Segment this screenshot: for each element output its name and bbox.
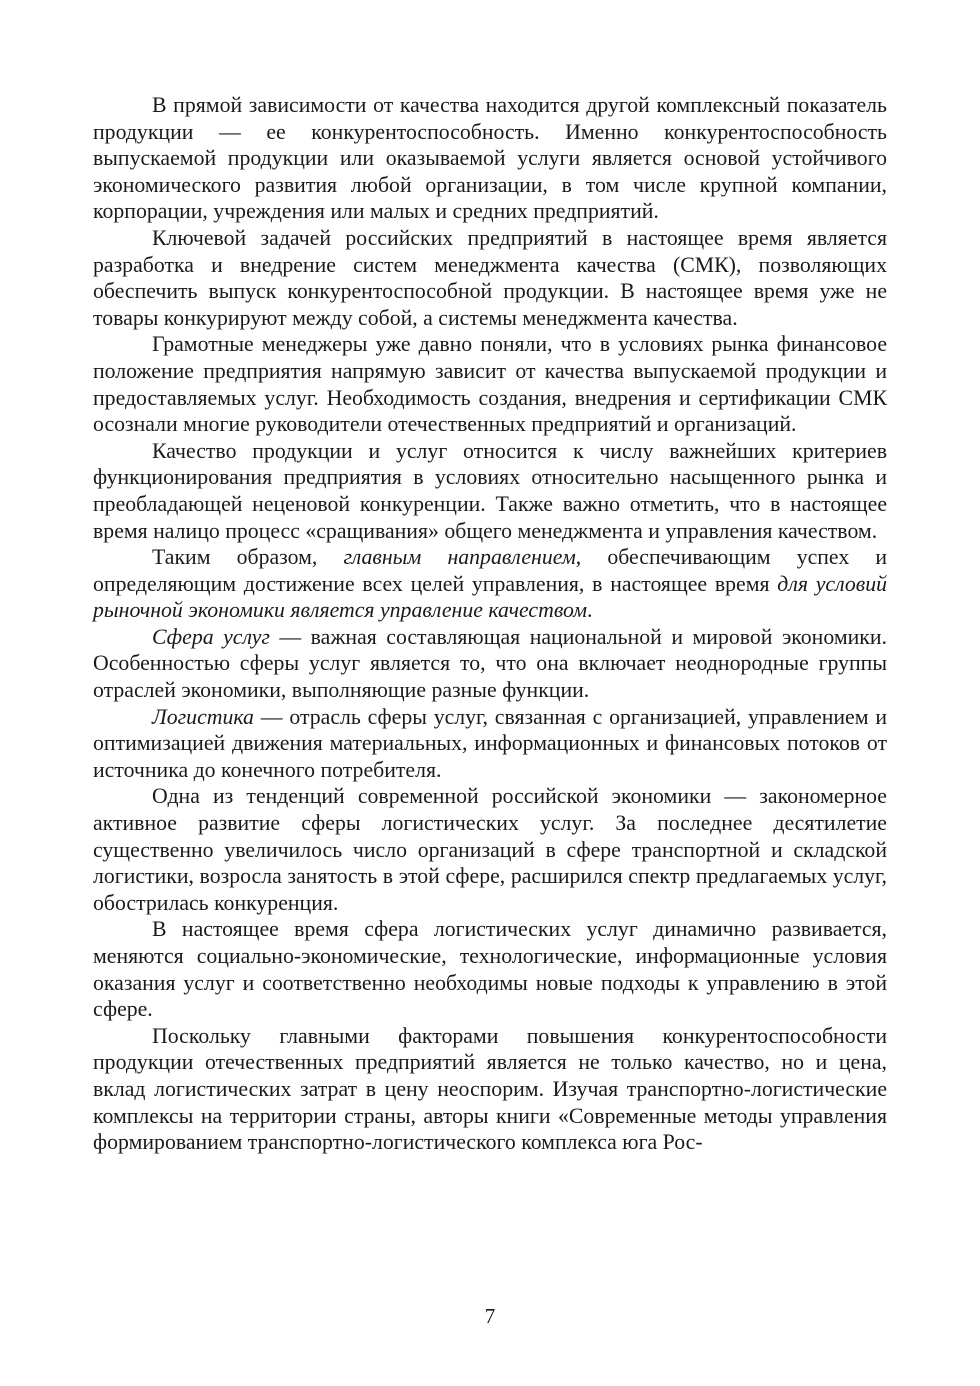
paragraph-9: В настоящее время сфера логистических услуг динамично развивается, меняются социально-экономические, технологические, информационные условия оказания услуг и соответственно необходимы новые подходы к управлению в этой сфере.: [93, 917, 887, 1022]
paragraph-1: В прямой зависимости от качества находится другой комплексный показатель продукции — ее конкурентоспособность. Именно конкурентоспособность выпускаемой продукции или оказываемой услуги является основой устойчивого экономического развития любой организации, в том числе крупной компании, корпорации, учреждения или малых и средних предприятий.: [93, 93, 887, 224]
italic-term-logistics: Логистика: [152, 704, 254, 729]
paragraph-5: Таким образом, главным направлением, обеспечивающим успех и определяющим достижение всех целей управления, в настоящее время для условий рыночной экономики является управление качеством.: [93, 545, 887, 623]
paragraph-8: Одна из тенденций современной российской экономики — закономерное активное развитие сферы логистических услуг. За последнее десятилетие существенно увеличилось число организаций в сфере транспортной и складской логистики, возросла занятость в этой сфере, расширился спектр предлагаемых услуг, обострилась конкуренция.: [93, 784, 887, 915]
paragraph-3: Грамотные менеджеры уже давно поняли, что в условиях рынка финансовое положение предприятия напрямую зависит от качества выпускаемой продукции и предоставляемых услуг. Необходимость создания, внедрения и сертификации СМК осознали многие руководители отечественных предприятий и организаций.: [93, 332, 887, 437]
italic-phrase-quality-management: для условий рыночной экономики является управление качеством: [93, 571, 887, 623]
italic-term-main-direction: главным направлением: [343, 545, 576, 570]
paragraph-7: Логистика — отрасль сферы услуг, связанная с организацией, управлением и оптимизацией движения материальных, информационных и финансовых потоков от источника до конечного потребителя.: [93, 704, 887, 782]
page-number: 7: [484, 1304, 496, 1328]
paragraph-4: Качество продукции и услуг относится к числу важнейших критериев функционирования предприятия в условиях относительно насыщенного рынка и преобладающей неценовой конкуренции. Также важно отметить, что в настоящее время налицо процесс «сращивания» общего менеджмента и управления качеством.: [93, 438, 887, 543]
page-body: [93, 92, 887, 1156]
paragraph-10: Поскольку главными факторами повышения конкурентоспособности продукции отечественных предприятий является не только качество, но и цена, вклад логистических затрат в цену неоспорим. Изучая транспортно-логистические комплексы на территории страны, авторы книги «Современные методы управления формированием транспортно-логистического комплекса юга Рос-: [93, 1023, 887, 1155]
paragraph-6: Сфера услуг — важная составляющая национальной и мировой экономики. Особенностью сферы услуг является то, что она включает неоднородные группы отраслей экономики, выполняющие разные функции.: [93, 624, 887, 703]
paragraph-2: Ключевой задачей российских предприятий в настоящее время является разработка и внедрение систем менеджмента качества (СМК), позволяющих обеспечить выпуск конкурентоспособной продукции. В настоящее время уже не товары конкурируют между собой, а системы менеджмента качества.: [93, 225, 887, 330]
italic-term-service-sector: Сфера услуг: [152, 624, 270, 649]
